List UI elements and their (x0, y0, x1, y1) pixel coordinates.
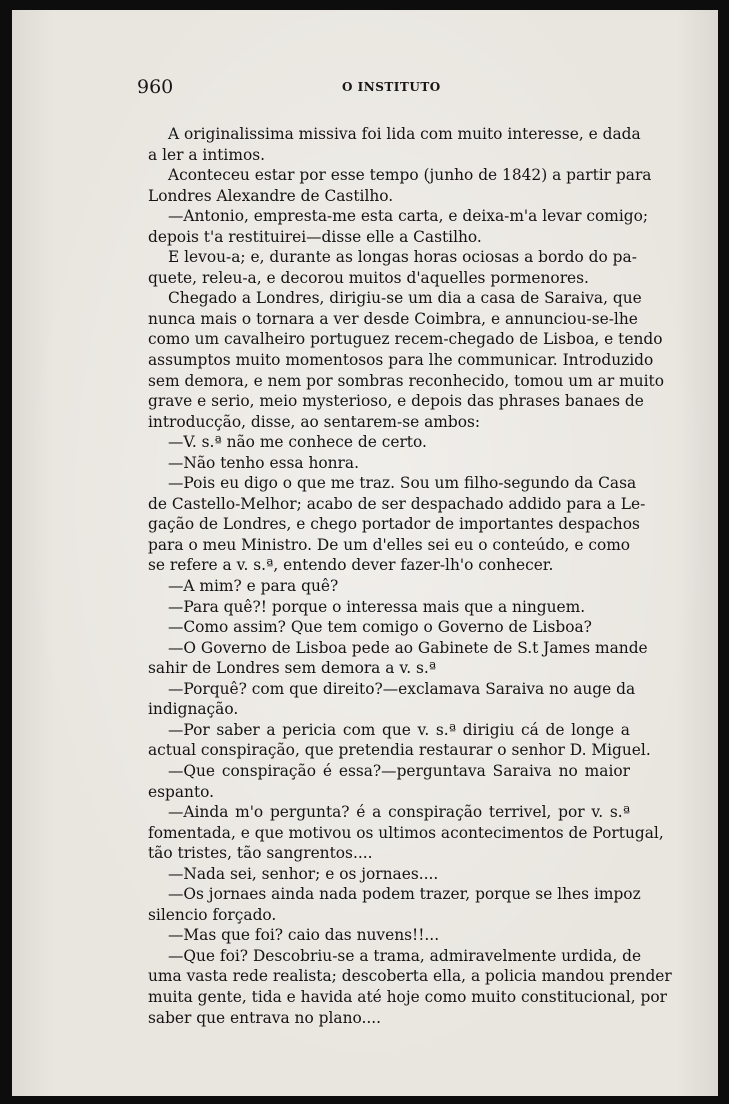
page-number: 960 (137, 76, 174, 98)
text-line: grave e serio, meio mysterioso, e depois das phrases banaes de (148, 392, 644, 411)
text-line: gação de Londres, e chego portador de importantes despachos (148, 515, 640, 534)
text-line: Aconteceu estar por esse tempo (junho de 1842) a partir para (168, 166, 652, 185)
text-line: se refere a v. s.ª, entendo dever fazer-lh'o conhecer. (148, 556, 554, 575)
running-title: O INSTITUTO (342, 80, 441, 94)
text-line: muita gente, tida e havida até hoje como muito constitucional, por (148, 987, 667, 1006)
text-line: —Mas que foi? caio das nuvens!!... (168, 926, 440, 945)
text-line: Londres Alexandre de Castilho. (148, 186, 394, 205)
text-line: quete, releu-a, e decorou muitos d'aquelles pormenores. (148, 268, 589, 287)
text-line: nunca mais o tornara a ver desde Coimbra, e annunciou-se-lhe (148, 309, 638, 328)
text-line: —Que foi? Descobriu-se a trama, admiravelmente urdida, de (168, 946, 642, 965)
text-line: —Como assim? Que tem comigo o Governo de Lisboa? (168, 618, 592, 637)
text-line: Chegado a Londres, dirigiu-se um dia a casa de Saraiva, que (168, 289, 642, 308)
text-line: para o meu Ministro. De um d'elles sei eu o conteúdo, e como (148, 535, 631, 554)
text-line: introducção, disse, ao sentarem-se ambos: (148, 412, 481, 431)
text-line: —Para quê?! porque o interessa mais que a ninguem. (168, 597, 586, 616)
text-line: indignação. (148, 700, 239, 719)
text-line: —V. s.ª não me conhece de certo. (168, 433, 427, 452)
text-line: —Que conspiração é essa?—perguntava Saraiva no maior (168, 761, 630, 780)
text-line: espanto. (148, 782, 215, 801)
text-line: como um cavalheiro portuguez recem-chegado de Lisboa, e tendo (148, 330, 663, 349)
text-line: —Nada sei, senhor; e os jornaes.... (168, 864, 439, 883)
text-line: A originalissima missiva foi lida com muito interesse, e dada (168, 125, 641, 143)
text-line: —Antonio, empresta-me esta carta, e deixa-m'a levar comigo; (168, 207, 649, 226)
text-line: fomentada, e que motivou os ultimos acontecimentos de Portugal, (148, 823, 664, 842)
text-line: —Por saber a pericia com que v. s.ª dirigiu cá de longe a (168, 720, 630, 739)
text-line: silencio forçado. (148, 905, 277, 924)
text-line: depois t'a restituirei—disse elle a Castilho. (148, 227, 482, 246)
text-line: —Não tenho essa honra. (168, 453, 359, 472)
text-line: uma vasta rede realista; descoberta ella, a policia mandou prender (148, 967, 672, 986)
text-line: —Os jornaes ainda nada podem trazer, porque se lhes impoz (168, 885, 641, 904)
text-line: E levou-a; e, durante as longas horas ociosas a bordo do pa- (168, 248, 637, 267)
text-line: assumptos muito momentosos para lhe communicar. Introduzido (148, 351, 654, 370)
text-line: —Pois eu digo o que me traz. Sou um filho-segundo da Casa (168, 474, 637, 493)
text-line: tão tristes, tão sangrentos.... (148, 844, 373, 863)
text-line: actual conspiração, que pretendia restaurar o senhor D. Miguel. (148, 741, 651, 760)
text-line: —Ainda m'o pergunta? é a conspiração terrivel, por v. s.ª (168, 803, 630, 822)
text-line: de Castello-Melhor; acabo de ser despachado addido para a Le- (148, 494, 646, 513)
text-line: a ler a intimos. (148, 145, 266, 164)
body-text (148, 124, 672, 1028)
text-line: saber que entrava no plano.... (148, 1008, 382, 1027)
text-line: —O Governo de Lisboa pede ao Gabinete de S.t James mande (168, 638, 648, 657)
text-line: —Porquê? com que direito?—exclamava Saraiva no auge da (168, 679, 636, 698)
text-line: sahir de Londres sem demora a v. s.ª (148, 659, 437, 678)
text-line: sem demora, e nem por sombras reconhecido, tomou um ar muito (148, 371, 664, 390)
text-line: —A mim? e para quê? (168, 577, 339, 596)
